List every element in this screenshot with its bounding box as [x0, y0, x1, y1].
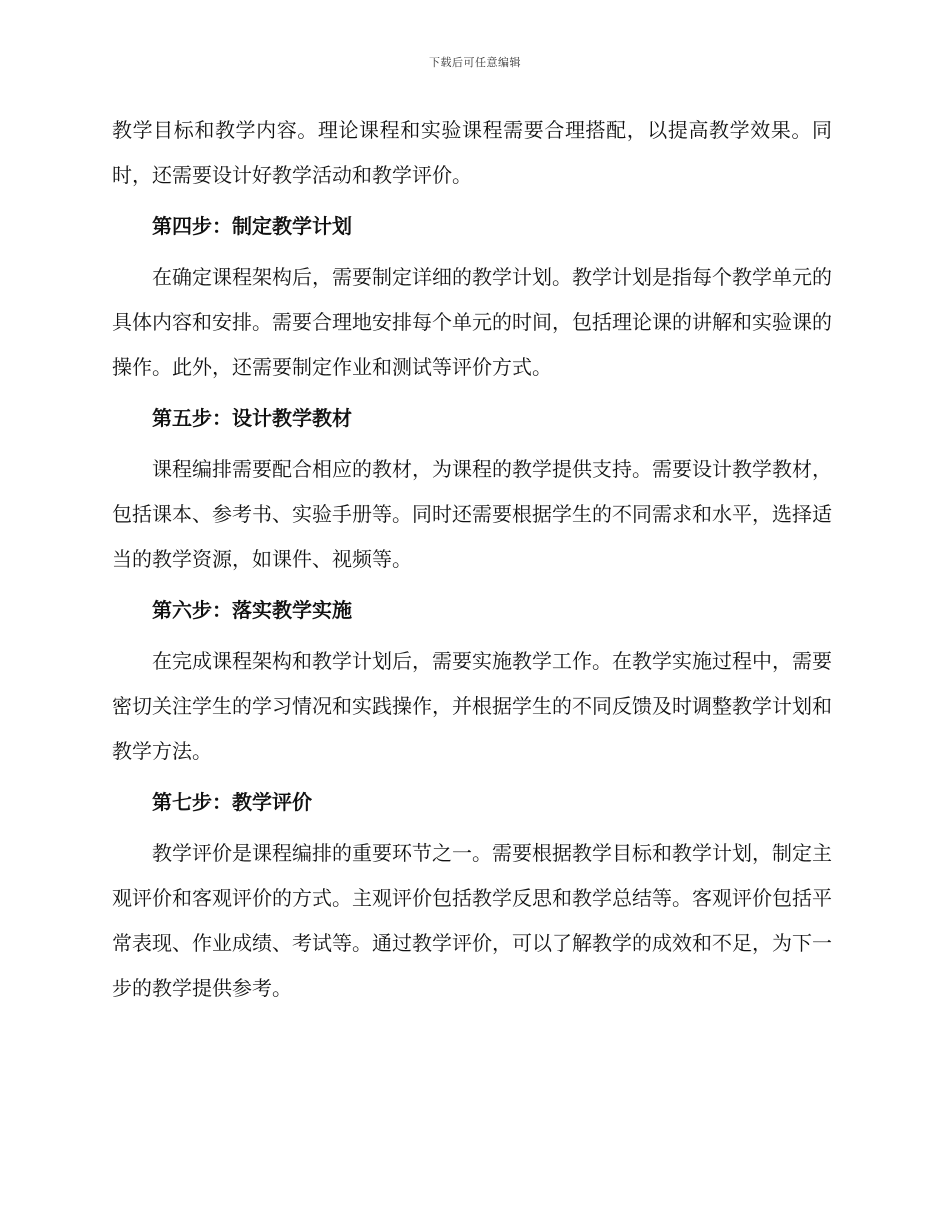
section-heading-step-4: 第四步：制定教学计划: [152, 214, 352, 238]
page-header: 下载后可任意编辑: [429, 56, 521, 69]
continuation-paragraph: 教学目标和教学内容。理论课程和实验课程需要合理搭配，以提高教学效果。同时，还需要设计好教学活动和教学评价。: [112, 118, 832, 187]
document-body: [112, 108, 832, 1011]
section-body-step-5: 课程编排需要配合相应的教材，为课程的教学提供支持。需要设计教学教材，包括课本、参考书、实验手册等。同时还需要根据学生的不同需求和水平，选择适当的教学资源，如课件、视频等。: [112, 457, 832, 571]
section-heading-step-7: 第七步：教学评价: [152, 790, 312, 814]
section-heading-step-5: 第五步：设计教学教材: [152, 406, 352, 430]
section-heading-step-6: 第六步：落实教学实施: [152, 598, 352, 622]
section-body-step-7: 教学评价是课程编排的重要环节之一。需要根据教学目标和教学计划，制定主观评价和客观评价的方式。主观评价包括教学反思和教学总结等。客观评价包括平常表现、作业成绩、考试等。通过教学评价，可以了解教学的成效和不足，为下一步的教学提供参考。: [112, 841, 832, 1000]
section-body-step-6: 在完成课程架构和教学计划后，需要实施教学工作。在教学实施过程中，需要密切关注学生的学习情况和实践操作，并根据学生的不同反馈及时调整教学计划和教学方法。: [112, 649, 832, 763]
section-body-step-4: 在确定课程架构后，需要制定详细的教学计划。教学计划是指每个教学单元的具体内容和安排。需要合理地安排每个单元的时间，包括理论课的讲解和实验课的操作。此外，还需要制定作业和测试等评价方式。: [112, 265, 832, 379]
